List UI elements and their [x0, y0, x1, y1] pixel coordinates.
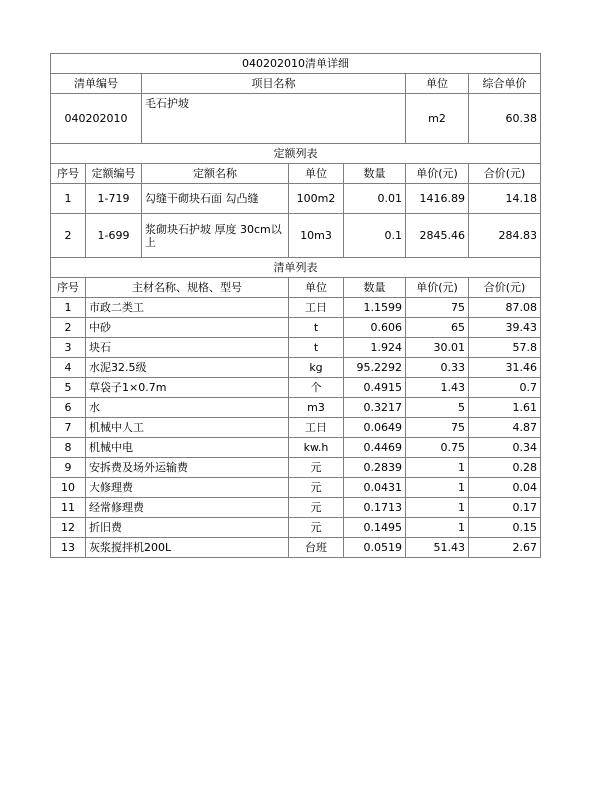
- quota-header-cell: 序号: [51, 164, 86, 184]
- material-cell: 水泥32.5级: [86, 358, 289, 378]
- material-cell: 87.08: [469, 298, 541, 318]
- quota-row: [51, 214, 541, 258]
- material-cell: 31.46: [469, 358, 541, 378]
- material-cell: 0.7: [469, 378, 541, 398]
- material-cell: 1.924: [344, 338, 406, 358]
- material-row: [51, 378, 541, 398]
- quota-section-title: 定额列表: [51, 144, 541, 164]
- material-row: [51, 338, 541, 358]
- material-row: [51, 438, 541, 458]
- material-cell: 75: [406, 418, 469, 438]
- material-cell: t: [289, 338, 344, 358]
- quota-cell: 1: [51, 184, 86, 214]
- material-cell: 0.1495: [344, 518, 406, 538]
- bill-detail-table: [50, 53, 541, 558]
- quota-cell: 浆砌块石护坡 厚度 30cm以上: [142, 214, 289, 258]
- bill-price-header: 综合单价: [469, 74, 541, 94]
- material-cell: 大修理费: [86, 478, 289, 498]
- material-cell: 0.15: [469, 518, 541, 538]
- quota-cell: 1-719: [86, 184, 142, 214]
- quota-header-cell: 定额编号: [86, 164, 142, 184]
- material-row: [51, 318, 541, 338]
- material-cell: 57.8: [469, 338, 541, 358]
- material-cell: 市政二类工: [86, 298, 289, 318]
- material-cell: 8: [51, 438, 86, 458]
- material-cell: 0.0519: [344, 538, 406, 558]
- material-cell: 39.43: [469, 318, 541, 338]
- material-cell: 个: [289, 378, 344, 398]
- quota-cell: 2: [51, 214, 86, 258]
- material-cell: 经常修理费: [86, 498, 289, 518]
- quota-header-cell: 单位: [289, 164, 344, 184]
- material-cell: 1.43: [406, 378, 469, 398]
- material-cell: 草袋子1×0.7m: [86, 378, 289, 398]
- material-cell: 1: [406, 458, 469, 478]
- bill-code: 040202010: [51, 94, 142, 144]
- material-cell: 1: [406, 518, 469, 538]
- material-cell: 0.4469: [344, 438, 406, 458]
- material-cell: 2.67: [469, 538, 541, 558]
- material-cell: 工日: [289, 298, 344, 318]
- material-row: [51, 358, 541, 378]
- quota-cell: 14.18: [469, 184, 541, 214]
- material-row: [51, 298, 541, 318]
- material-cell: 0.17: [469, 498, 541, 518]
- material-cell: t: [289, 318, 344, 338]
- material-row: [51, 538, 541, 558]
- material-cell: 元: [289, 498, 344, 518]
- quota-header-cell: 合价(元): [469, 164, 541, 184]
- quota-header-cell: 定额名称: [142, 164, 289, 184]
- materials-header-cell: 序号: [51, 278, 86, 298]
- material-row: [51, 518, 541, 538]
- material-row: [51, 398, 541, 418]
- bill-name-header: 项目名称: [142, 74, 406, 94]
- material-cell: 1: [51, 298, 86, 318]
- material-cell: 65: [406, 318, 469, 338]
- material-cell: 11: [51, 498, 86, 518]
- material-cell: 安拆费及场外运输费: [86, 458, 289, 478]
- material-cell: 台班: [289, 538, 344, 558]
- material-cell: 1: [406, 478, 469, 498]
- material-cell: 折旧费: [86, 518, 289, 538]
- material-cell: 0.0431: [344, 478, 406, 498]
- material-cell: 13: [51, 538, 86, 558]
- material-cell: 4.87: [469, 418, 541, 438]
- material-cell: 0.75: [406, 438, 469, 458]
- quota-cell: 2845.46: [406, 214, 469, 258]
- material-row: [51, 458, 541, 478]
- material-cell: 灰浆搅拌机200L: [86, 538, 289, 558]
- quota-cell: 勾缝干砌块石面 勾凸缝: [142, 184, 289, 214]
- bill-name: 毛石护坡: [142, 94, 406, 144]
- material-cell: 中砂: [86, 318, 289, 338]
- material-cell: kg: [289, 358, 344, 378]
- material-cell: 12: [51, 518, 86, 538]
- materials-header-cell: 数量: [344, 278, 406, 298]
- material-cell: 2: [51, 318, 86, 338]
- quota-cell: 1416.89: [406, 184, 469, 214]
- material-cell: 元: [289, 518, 344, 538]
- quota-cell: 0.01: [344, 184, 406, 214]
- material-row: [51, 418, 541, 438]
- material-row: [51, 498, 541, 518]
- materials-header-cell: 主材名称、规格、型号: [86, 278, 289, 298]
- material-cell: 7: [51, 418, 86, 438]
- material-cell: 0.34: [469, 438, 541, 458]
- bill-unit-header: 单位: [406, 74, 469, 94]
- materials-header-cell: 单价(元): [406, 278, 469, 298]
- quota-cell: 1-699: [86, 214, 142, 258]
- material-cell: 0.606: [344, 318, 406, 338]
- material-cell: 1.1599: [344, 298, 406, 318]
- material-cell: 0.4915: [344, 378, 406, 398]
- material-cell: 10: [51, 478, 86, 498]
- material-cell: 1: [406, 498, 469, 518]
- material-cell: 机械中电: [86, 438, 289, 458]
- quota-cell: 284.83: [469, 214, 541, 258]
- material-cell: 0.04: [469, 478, 541, 498]
- sheet-title: 040202010清单详细: [51, 54, 541, 74]
- material-cell: 0.28: [469, 458, 541, 478]
- material-cell: 水: [86, 398, 289, 418]
- material-cell: 3: [51, 338, 86, 358]
- quota-cell: 0.1: [344, 214, 406, 258]
- quota-header-cell: 数量: [344, 164, 406, 184]
- bill-code-header: 清单编号: [51, 74, 142, 94]
- materials-header-cell: 合价(元): [469, 278, 541, 298]
- materials-section-title: 清单列表: [51, 258, 541, 278]
- material-cell: 95.2292: [344, 358, 406, 378]
- material-cell: m3: [289, 398, 344, 418]
- material-cell: 块石: [86, 338, 289, 358]
- material-cell: 5: [51, 378, 86, 398]
- material-cell: kw.h: [289, 438, 344, 458]
- material-cell: 机械中人工: [86, 418, 289, 438]
- material-cell: 4: [51, 358, 86, 378]
- material-cell: 51.43: [406, 538, 469, 558]
- material-cell: 0.2839: [344, 458, 406, 478]
- material-cell: 0.1713: [344, 498, 406, 518]
- material-cell: 75: [406, 298, 469, 318]
- quota-row: [51, 184, 541, 214]
- material-cell: 元: [289, 478, 344, 498]
- material-cell: 5: [406, 398, 469, 418]
- material-cell: 9: [51, 458, 86, 478]
- material-row: [51, 478, 541, 498]
- material-cell: 0.33: [406, 358, 469, 378]
- material-cell: 工日: [289, 418, 344, 438]
- material-cell: 元: [289, 458, 344, 478]
- quota-cell: 10m3: [289, 214, 344, 258]
- bill-unit: m2: [406, 94, 469, 144]
- material-cell: 0.3217: [344, 398, 406, 418]
- quota-cell: 100m2: [289, 184, 344, 214]
- material-cell: 0.0649: [344, 418, 406, 438]
- materials-header-cell: 单位: [289, 278, 344, 298]
- bill-price: 60.38: [469, 94, 541, 144]
- material-cell: 30.01: [406, 338, 469, 358]
- material-cell: 6: [51, 398, 86, 418]
- material-cell: 1.61: [469, 398, 541, 418]
- quota-header-cell: 单价(元): [406, 164, 469, 184]
